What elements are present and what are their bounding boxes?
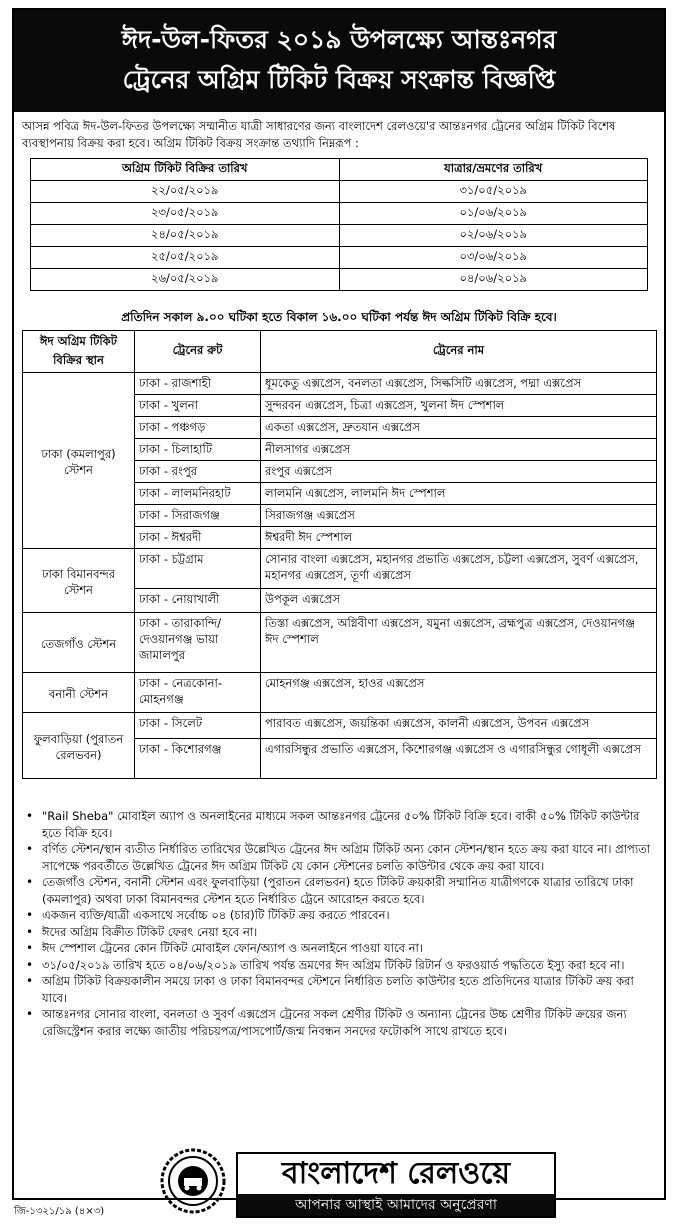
list-item <box>22 957 658 974</box>
train-names-cell: সিরাজগঞ্জ এক্সপ্রেস <box>261 505 657 527</box>
travel-date-cell: ০৩/০৬/২০১৯ <box>339 247 648 269</box>
bullet-icon: • <box>26 842 34 856</box>
organization-brand <box>236 1152 556 1218</box>
bullet-icon: • <box>26 1007 34 1021</box>
route-cell: ঢাকা - ঈশ্বরদী <box>135 527 261 549</box>
sale-date-cell: ২৪/০৫/২০১৯ <box>31 225 340 247</box>
sale-place-cell: ফুলবাড়িয়া (পুরাতন রেলভবন) <box>23 713 135 779</box>
train-names-cell: নীলসাগর এক্সপ্রেস <box>261 439 657 461</box>
table-row <box>31 181 648 203</box>
route-cell: ঢাকা - লালমনিরহাট <box>135 483 261 505</box>
sale-place-cell: ঢাকা (কমলাপুর) স্টেশন <box>23 373 135 549</box>
travel-date-cell: ০১/০৬/২০১৯ <box>339 203 648 225</box>
table-row <box>31 203 648 225</box>
train-names-cell: পারাবত এক্সপ্রেস, জয়ন্তিকা এক্সপ্রেস, কালনী এক্সপ্রেস, উপবন এক্সপ্রেস <box>261 713 657 739</box>
travel-date-cell: ০৪/০৬/২০১৯ <box>339 269 648 291</box>
rules-list <box>22 808 658 1039</box>
train-names-cell: ঈশ্বরদী ঈদ স্পেশাল <box>261 527 657 549</box>
train-names-cell: সোনার বাংলা এক্সপ্রেস, মহানগর প্রভাতি এক্সপ্রেস, চট্টলা এক্সপ্রেস, সুবর্ণ এক্সপ্রেস, মহানগর এক্সপ্রেস, তূর্ণা এক্সপ্রেস <box>261 549 657 589</box>
train-names-cell: উপকূল এক্সপ্রেস <box>261 589 657 613</box>
sale-date-cell: ২৫/০৫/২০১৯ <box>31 247 340 269</box>
train-names-cell: তিস্তা এক্সপ্রেস, অগ্নিবীণা এক্সপ্রেস, যমুনা এক্সপ্রেস, ব্রহ্মপুত্র এক্সপ্রেস, দেওয়ানগঞ্জ ঈদ স্পেশাল <box>261 613 657 673</box>
bullet-icon: • <box>26 957 34 972</box>
list-item <box>22 940 658 957</box>
list-item <box>22 1006 658 1039</box>
train-names-cell: লালমনি এক্সপ্রেস, লালমনি ঈদ স্পেশাল <box>261 483 657 505</box>
list-item <box>22 874 658 907</box>
railway-emblem-logo <box>160 1148 226 1214</box>
notice-reference-code: জি-১৩২১/১৯ (৪×৩) <box>14 1206 105 1217</box>
route-table-header-trains: ট্রেনের নাম <box>261 331 657 373</box>
sale-place-cell: ঢাকা বিমানবন্দর স্টেশন <box>23 549 135 613</box>
sale-place-cell: বনানী স্টেশন <box>23 673 135 713</box>
table-row <box>31 247 648 269</box>
rule-text: বর্ণিত স্টেশন/স্থান ব্যতীত নির্ধারিত তারিখের উল্লেখিত ট্রেনের ঈদ অগ্রিম টিকিট অন্য কোন স্টেশন/স্থান হতে ক্রয় করা যাবে না। প্রাপ্যতা সাপেক্ষে পরবর্তীতে উল্লেখিত ট্রেনের ঈদ অগ্রিম টিকিট যে কোন স্টেশনের চলতি কাউন্টার থেকে ক্রয় করা যাবে। <box>42 842 651 873</box>
bullet-icon: • <box>26 908 34 922</box>
date-table-header-travel: যাত্রার/ভ্রমণের তারিখ <box>339 159 648 181</box>
sale-date-cell: ২২/০৫/২০১৯ <box>31 181 340 203</box>
route-cell: ঢাকা - সিরাজগঞ্জ <box>135 505 261 527</box>
notice-title-banner <box>14 10 664 112</box>
organization-tagline: আপনার আস্থাই আমাদের অনুপ্রেরণা <box>238 1194 554 1216</box>
rule-text: আন্তঃনগর সোনার বাংলা, বনলতা ও সুবর্ণ এক্সপ্রেস ট্রেনের সকল শ্রেণীর টিকিট ও অন্যান্য ট্রেনের উচ্চ শ্রেণীর টিকিট ক্রয়ের জন্য রেজিস্ট্রেশন করার লক্ষ্যে জাতীয় পরিচয়পত্র/পাসপোর্ট/জন্ম নিবন্ধন সনদের ফটোকপি সাথে রাখতে হবে। <box>42 1007 627 1038</box>
list-item <box>22 808 658 841</box>
travel-date-cell: ০২/০৬/২০১৯ <box>339 225 648 247</box>
bullet-icon: • <box>26 875 34 889</box>
route-cell: ঢাকা - নোয়াখালী <box>135 589 261 613</box>
list-item <box>22 973 658 1006</box>
notice-title-line-2: ট্রেনের অগ্রিম টিকিট বিক্রয় সংক্রান্ত বিজ্ঞপ্তি <box>122 65 556 94</box>
rule-text: অগ্রিম টিকিট বিক্রয়কালীন সময়ে ঢাকা ও ঢাকা বিমানবন্দর স্টেশনে নির্ধারিত চলতি কাউন্টার হতে প্রতিদিনের যাত্রার টিকিট ক্রয় করা যাবে। <box>42 974 634 1005</box>
route-cell: ঢাকা - খুলনা <box>135 395 261 417</box>
rule-text: ৩১/০৫/২০১৯ তারিখ হতে ০৪/০৬/২০১৯ তারিখ পর্যন্ত ভ্রমণের ঈদ অগ্রিম টিকিট রিটার্ন ও ফরওয়ার্ড পদ্ধতিতে ইস্যু করা হবে না। <box>42 957 625 972</box>
train-names-cell: সুন্দরবন এক্সপ্রেস, চিত্রা এক্সপ্রেস, খুলনা ঈদ স্পেশাল <box>261 395 657 417</box>
route-cell: ঢাকা - রাজশাহী <box>135 373 261 395</box>
organization-name: বাংলাদেশ রেলওয়ে <box>281 1156 511 1191</box>
travel-date-cell: ৩১/০৫/২০১৯ <box>339 181 648 203</box>
train-names-cell: রংপুর এক্সপ্রেস <box>261 461 657 483</box>
bullet-icon: • <box>26 941 34 955</box>
sale-date-cell: ২৩/০৫/২০১৯ <box>31 203 340 225</box>
train-names-cell: মোহনগঞ্জ এক্সপ্রেস, হাওর এক্সপ্রেস <box>261 673 657 713</box>
route-table-header-route: ট্রেনের রুট <box>135 331 261 373</box>
route-cell: ঢাকা - সিলেট <box>135 713 261 739</box>
list-item <box>22 924 658 941</box>
bullet-icon: • <box>26 974 34 988</box>
intro-paragraph: আসন্ন পবিত্র ঈদ-উল-ফিতর উপলক্ষ্যে সম্মানীত যাত্রী সাধারণের জন্য বাংলাদেশ রেলওয়ে'র আন্তঃনগর ট্রেনের অগ্রিম টিকিট বিশেষ ব্যবস্থাপনায় বিক্রয় করা হবে। অগ্রিম টিকিট বিক্রয় সংক্রান্ত তথ্যাদি নিম্নরূপ : <box>22 119 616 150</box>
list-item <box>22 907 658 924</box>
route-cell: ঢাকা - কিশোরগঞ্জ <box>135 739 261 779</box>
table-row <box>23 613 657 673</box>
rule-text: ঈদের অগ্রিম বিক্রীত টিকিট ফেরৎ নেয়া হবে না। <box>42 924 258 939</box>
sale-date-cell: ২৬/০৫/২০১৯ <box>31 269 340 291</box>
train-names-cell: ধূমকেতু এক্সপ্রেস, বনলতা এক্সপ্রেস, সিল্কসিটি এক্সপ্রেস, পদ্মা এক্সপ্রেস <box>261 373 657 395</box>
rule-text: "Rail Sheba" মোবাইল অ্যাপ ও অনলাইনের মাধ্যমে সকল আন্তঃনগর ট্রেনের ৫০% টিকিট বিক্রি হবে। বাকী ৫০% টিকিট কাউন্টার হতে বিক্রি হবে। <box>42 809 640 840</box>
train-names-cell: একতা এক্সপ্রেস, দ্রুতযান এক্সপ্রেস <box>261 417 657 439</box>
route-table <box>22 330 657 779</box>
rule-text: একজন ব্যক্তি/যাত্রী একসাথে সর্বোচ্চ ০৪ (চার)টি টিকিট ক্রয় করতে পারবেন। <box>42 908 390 922</box>
table-row <box>31 269 648 291</box>
rule-text: তেজগাঁও স্টেশন, বনানী স্টেশন এবং ফুলবাড়িয়া (পুরাতন রেলভবন) হতে টিকিট ক্রয়কারী সম্মানিত যাত্রীগণকে যাত্রার তারিখে ঢাকা (কমলাপুর) অথবা ঢাকা বিমানবন্দর স্টেশন হতে নির্ধারিত ট্রেনে আরোহন করতে হবে। <box>42 875 634 906</box>
route-cell: ঢাকা - চিলাহাটি <box>135 439 261 461</box>
date-table-header-sale: অগ্রিম টিকিট বিক্রির তারিখ <box>31 159 340 181</box>
bullet-icon: • <box>26 924 34 939</box>
sale-timing-notice: প্রতিদিন সকাল ৯.০০ ঘটিকা হতে বিকাল ১৬.০০ ঘটিকা পর্যন্ত ঈদ অগ্রিম টিকিট বিক্রি হবে। <box>121 310 557 324</box>
table-row <box>23 713 657 739</box>
list-item <box>22 841 658 874</box>
train-names-cell: এগারসিন্ধুর প্রভাতি এক্সপ্রেস, কিশোরগঞ্জ এক্সপ্রেস ও এগারসিন্ধুর গোধূলী এক্সপ্রেস <box>261 739 657 779</box>
table-row <box>31 225 648 247</box>
route-cell: ঢাকা - রংপুর <box>135 461 261 483</box>
route-cell: ঢাকা - তারাকান্দি/দেওয়ানগঞ্জ ভায়া জামালপুর <box>135 613 261 673</box>
route-cell: ঢাকা - নেত্রকোনা-মোহনগঞ্জ <box>135 673 261 713</box>
table-row <box>23 673 657 713</box>
notice-title-line-1: ঈদ-উল-ফিতর ২০১৯ উপলক্ষ্যে আন্তঃনগর <box>121 25 557 54</box>
route-cell: ঢাকা - চট্টগ্রাম <box>135 549 261 589</box>
table-row <box>23 549 657 589</box>
date-table <box>30 158 648 291</box>
bullet-icon: • <box>26 809 34 823</box>
rule-text: ঈদ স্পেশাল ট্রেনের কোন টিকিট মোবাইল ফোন/অ্যাপ ও অনলাইনে পাওয়া যাবে না। <box>42 941 423 955</box>
route-table-header-place: ঈদ অগ্রিম টিকিট বিক্রির স্থান <box>23 331 135 373</box>
sale-place-cell: তেজগাঁও স্টেশন <box>23 613 135 673</box>
table-row <box>23 373 657 395</box>
route-cell: ঢাকা - পঞ্চগড় <box>135 417 261 439</box>
